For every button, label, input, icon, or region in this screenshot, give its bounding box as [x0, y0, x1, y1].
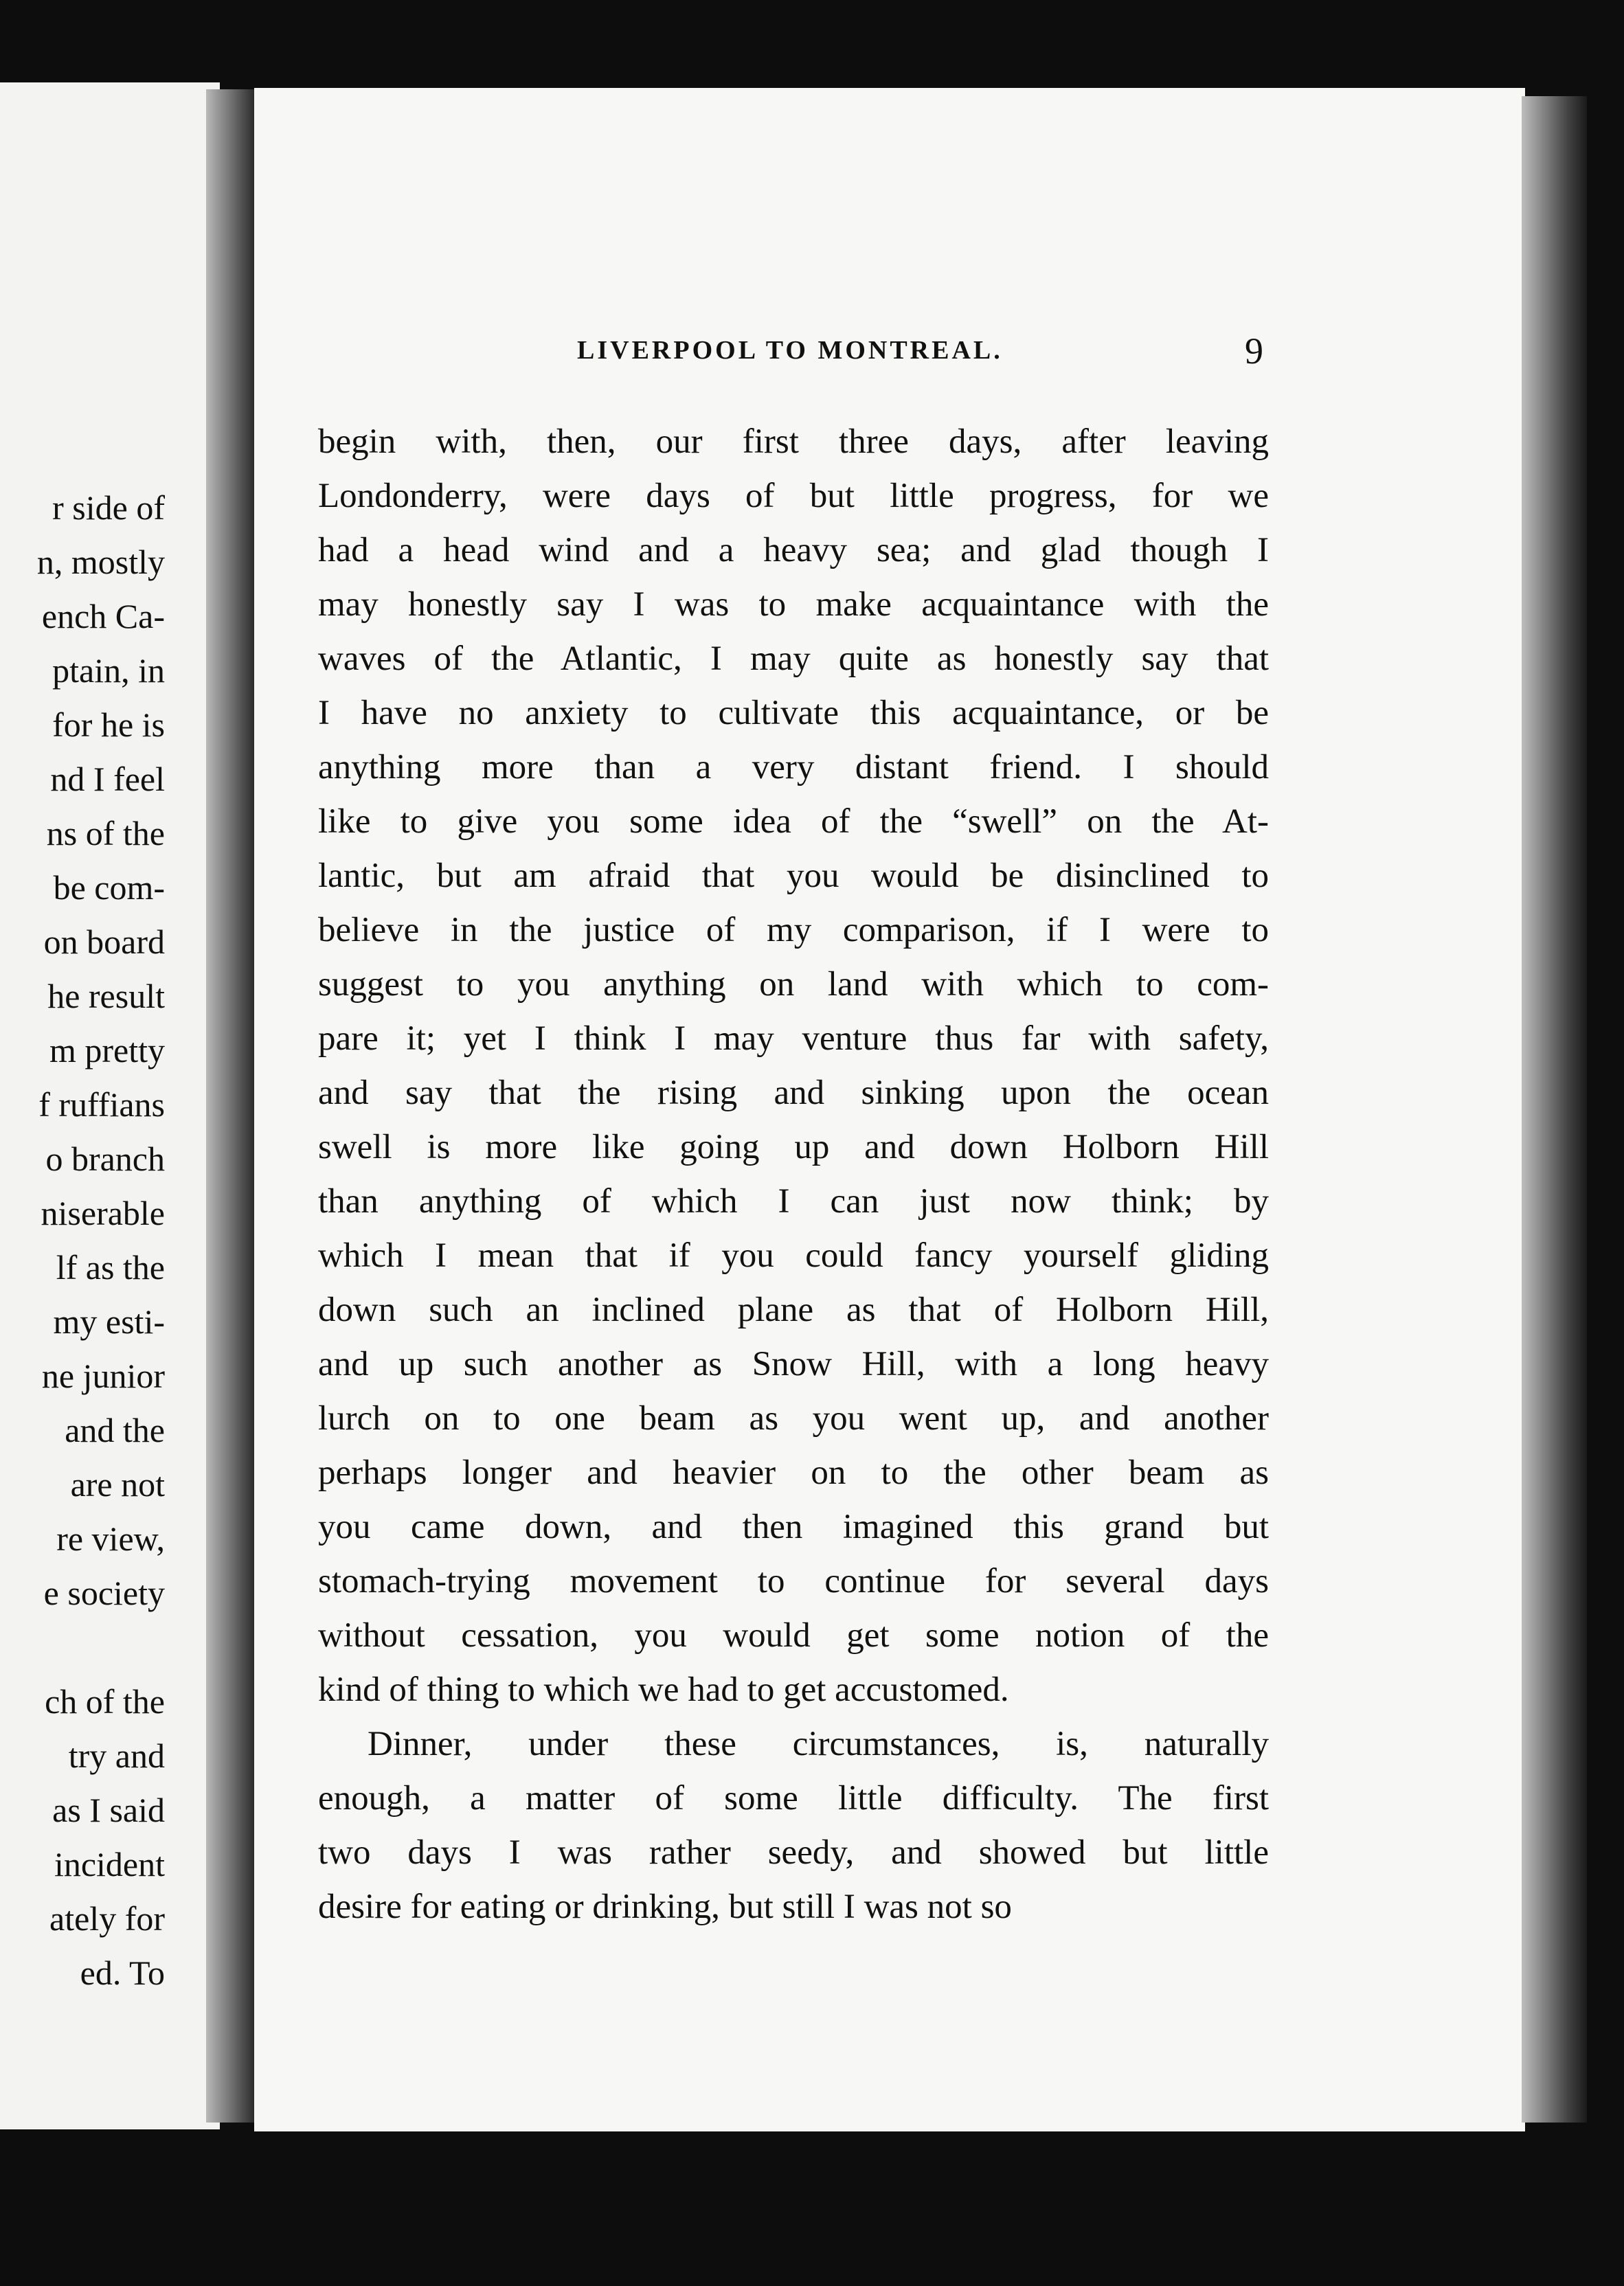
text-line: and say that the rising and sinking upon the ocean	[318, 1074, 1269, 1112]
left-page-line	[0, 1620, 165, 1675]
text-line: you came down, and then imagined this grand but	[318, 1508, 1269, 1546]
text-line: down such an inclined plane as that of Holborn Hill,	[318, 1291, 1269, 1329]
paragraph-1	[318, 415, 1269, 1717]
left-page-line: ns of the	[46, 814, 165, 852]
text-line: swell is more like going up and down Holborn Hill	[318, 1128, 1269, 1166]
text-line: suggest to you anything on land with which to com-	[318, 965, 1269, 1004]
left-page-line: lf as the	[56, 1248, 165, 1287]
text-line: begin with, then, our first three days, after leaving	[318, 422, 1269, 461]
left-page-line: m pretty	[49, 1031, 165, 1070]
paragraph-2	[318, 1717, 1269, 1934]
text-line: Dinner, under these circumstances, is, naturally	[368, 1725, 1269, 1763]
left-page-line: ne junior	[41, 1357, 165, 1395]
left-page-line: for he is	[52, 705, 165, 744]
left-page-line: as I said	[52, 1791, 165, 1829]
body-text	[318, 415, 1269, 1934]
left-page-line: niserable	[41, 1194, 165, 1232]
text-line: like to give you some idea of the “swell” on the At-	[318, 802, 1269, 841]
text-line: anything more than a very distant friend. I should	[318, 748, 1269, 786]
left-page-line: be com-	[53, 868, 165, 907]
left-page-line: incident	[54, 1845, 165, 1883]
text-line: I have no anxiety to cultivate this acquaintance, or be	[318, 694, 1269, 732]
text-line: had a head wind and a heavy sea; and glad though I	[318, 531, 1269, 569]
text-line: desire for eating or drinking, but still I was not so	[318, 1888, 1012, 1926]
left-page-line: re view,	[56, 1519, 165, 1558]
left-page-line: ed. To	[80, 1954, 165, 1992]
text-line: lantic, but am afraid that you would be disinclined to	[318, 857, 1269, 895]
left-page-line: on board	[43, 923, 165, 961]
page-number: 9	[1245, 330, 1263, 372]
gutter-shadow	[206, 89, 254, 2123]
left-page-line: n, mostly	[36, 543, 165, 581]
text-line: and up such another as Snow Hill, with a long heavy	[318, 1345, 1269, 1383]
text-line: Londonderry, were days of but little progress, for we	[318, 477, 1269, 515]
left-page-line: ately for	[49, 1899, 165, 1938]
left-page-line: r side of	[52, 488, 165, 527]
left-page-line: my esti-	[53, 1302, 165, 1341]
text-line: lurch on to one beam as you went up, and another	[318, 1399, 1269, 1438]
left-page-line: f ruffians	[38, 1085, 165, 1124]
text-line: pare it; yet I think I may venture thus far with safety,	[318, 1019, 1269, 1058]
text-line: which I mean that if you could fancy yourself gliding	[318, 1236, 1269, 1275]
text-line: without cessation, you would get some notion of the	[318, 1616, 1269, 1655]
left-page-line: and the	[65, 1411, 165, 1449]
text-line: than anything of which I can just now think; by	[318, 1182, 1269, 1221]
left-page-line: o branch	[45, 1140, 165, 1178]
text-line: stomach-trying movement to continue for several days	[318, 1562, 1269, 1600]
left-page-line: ptain, in	[52, 651, 165, 690]
page-edge	[1522, 96, 1587, 2123]
left-page-line: ch of the	[45, 1682, 165, 1721]
left-page	[0, 82, 220, 2129]
text-line: kind of thing to which we had to get accustomed.	[318, 1671, 1009, 1709]
left-page-line: nd I feel	[50, 760, 165, 798]
left-page-line: he result	[47, 977, 165, 1015]
left-page-line: ench Ca-	[41, 597, 165, 635]
left-page-line: try and	[68, 1736, 165, 1775]
text-line: enough, a matter of some little difficulty. The first	[318, 1779, 1269, 1818]
text-line: believe in the justice of my comparison, if I were to	[318, 911, 1269, 949]
text-line: may honestly say I was to make acquaintance with the	[318, 585, 1269, 624]
text-line: waves of the Atlantic, I may quite as honestly say that	[318, 640, 1269, 678]
text-line: perhaps longer and heavier on to the other beam as	[318, 1453, 1269, 1492]
text-line: two days I was rather seedy, and showed but little	[318, 1833, 1269, 1872]
left-page-text	[0, 481, 165, 2000]
left-page-line: e society	[43, 1574, 165, 1612]
left-page-line: are not	[70, 1465, 165, 1504]
running-head: LIVERPOOL TO MONTREAL.	[577, 336, 1003, 365]
